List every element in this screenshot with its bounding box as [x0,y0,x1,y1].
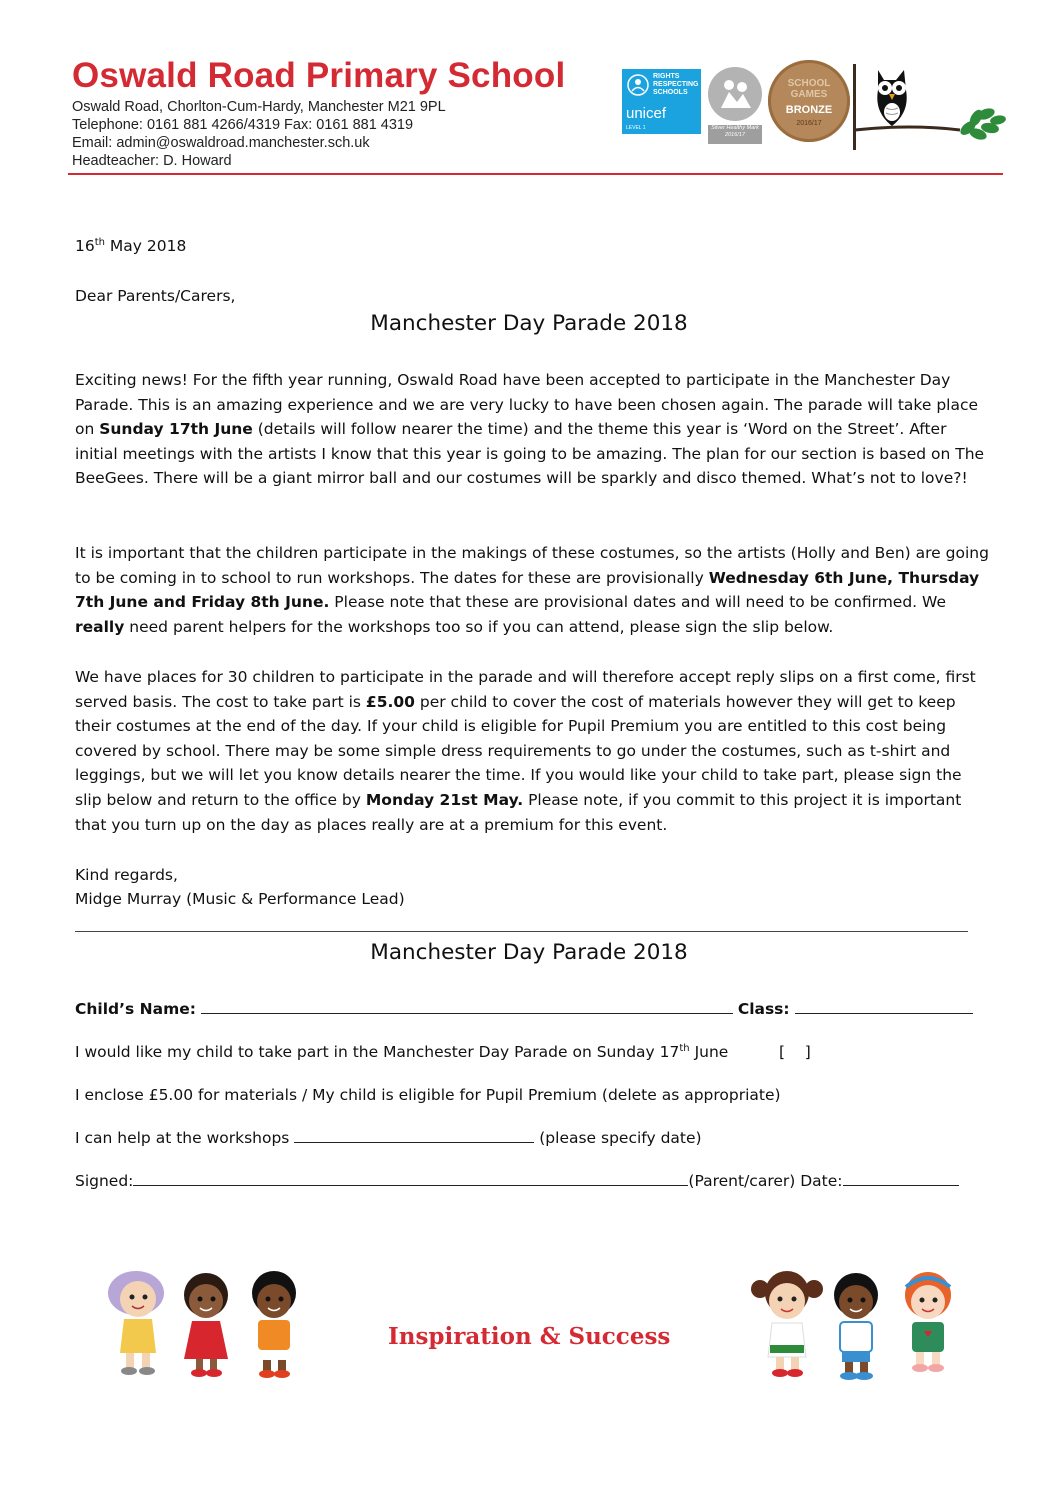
p3-text-c: Please note, if you commit to this project it is important that you turn up on the day as places really are at a premium for this event. [75,790,962,834]
child-1-icon [108,1271,164,1375]
help-date-field[interactable] [294,1127,534,1143]
unicef-logo-text: unicef [626,105,667,122]
take-part-end: June [689,1043,729,1061]
paragraph-1 [75,368,990,491]
child-2-icon [184,1273,228,1377]
parent-date-label: (Parent/carer) Date: [688,1172,843,1190]
school-motto: Inspiration & Success [388,1323,671,1350]
date-field[interactable] [843,1170,959,1186]
closing: Kind regards, [75,866,178,884]
healthy-schools-icon [707,66,763,124]
date-day: 16 [75,237,95,255]
take-part-checkbox[interactable]: [ ] [779,1043,811,1061]
class-field[interactable] [795,998,973,1014]
healthy-schools-badge [707,66,763,146]
take-part-text: I would like my child to take part in the Manchester Day Parade on Sunday 17 [75,1043,680,1061]
p3-deadline: Monday 21st May. [365,790,524,809]
letter-date [75,234,186,259]
class-label: Class: [737,1000,790,1018]
child-name-row [75,997,973,1022]
help-label: I can help at the workshops [75,1129,290,1147]
p2-emphasis: really [75,617,125,636]
p2-workshop-dates: Wednesday 6th June, Thursday 7th June and Friday 8th June. [75,568,980,612]
bronze-label: BRONZE [785,104,833,116]
p1-parade-date: Sunday 17th June [99,420,253,439]
signed-label: Signed: [75,1172,134,1190]
rights-line-2: RESPECTING [653,81,699,88]
header-rule [68,173,1003,175]
child-3-icon [252,1271,296,1378]
child-name-field[interactable] [201,998,733,1014]
school-headteacher: Headteacher: D. Howard [72,153,232,169]
p1-text-a: Exciting news! For the fifth year running, Oswald Road have been accepted to participate in the Manchester Day Parade. This is an amazing experience and we are very lucky to have been chosen again. The parade will take place on [75,371,979,439]
letter-title: Manchester Day Parade 2018 [370,311,688,336]
p2-text-b: Please note that these are provisional dates and will need to be confirmed. We [329,593,946,612]
p3-cost: £5.00 [365,692,415,711]
child-6-icon [905,1272,951,1372]
p2-text-c: need parent helpers for the workshops too so if you can attend, please sign the slip below. [124,617,834,636]
p2-text-a: It is important that the children participate in the makings of these costumes, so the artists (Holly and Ben) are going to be coming in to school to run workshops. The dates for these are provisionally [75,544,989,587]
owl-icon [877,70,906,126]
children-illustration-right [748,1265,966,1390]
rights-line-3: SCHOOLS [653,89,688,96]
silver-caption: Silver Healthy Mark 2016/17 [708,125,762,144]
school-games-bronze-badge [768,60,850,142]
tear-off-line [75,931,968,932]
leaves-icon [958,106,1006,142]
school-name: Oswald Road Primary School [72,56,566,95]
take-part-suffix: th [679,1042,690,1054]
take-part-row [75,1040,728,1065]
school-address: Oswald Road, Chorlton-Cum-Hardy, Manchester M21 9PL [72,99,446,115]
child-name-label: Child’s Name: [75,1000,196,1018]
bronze-year: 2016/17 [796,120,822,127]
enclose-payment-row: I enclose £5.00 for materials / My child is eligible for Pupil Premium (delete as appropriate) [75,1086,781,1104]
school-telephone: Telephone: 0161 881 4266/4319 Fax: 0161 881 4319 [72,117,414,133]
p1-text-b: (details will follow nearer the time) and the theme this year is ‘Word on the Street’. After initial meetings with the artists I know that this year is going to be amazing. The plan for our section is based on The BeeGees. There will be a giant mirror ball and our costumes will be sparkly and disco themed. What’s not to love?! [75,420,985,488]
rights-respecting-badge [622,69,701,134]
rights-emblem-icon [626,73,650,97]
children-illustration-left [98,1265,313,1385]
date-suffix: th [94,236,105,248]
paragraph-3 [75,665,990,837]
help-workshops-row [75,1126,702,1151]
school-email: Email: admin@oswaldroad.manchester.sch.uk [72,135,370,151]
school-games-line-1: SCHOOL [787,78,831,89]
date-rest: May 2018 [105,237,187,255]
rights-level: LEVEL 1 [626,125,646,131]
signature-row [75,1169,959,1194]
child-5-icon [834,1273,878,1380]
p3-text-a: We have places for 30 children to participate in the parade and will therefore accept reply slips on a first come, first served basis. The cost to take part is [75,668,976,711]
p3-text-b: per child to cover the cost of materials however they will get to keep their costumes at the end of the day. If your child is eligible for Pupil Premium you are entitled to this cost being covered by school. There may be some simple dress requirements to go under the costumes, such as t-shirt and leggings, but we will let you know details nearer the time. If you would like your child to take part, please sign the slip below and return to the office by [75,692,962,809]
rights-line-1: RIGHTS [653,73,680,80]
paragraph-2 [75,541,990,639]
salutation: Dear Parents/Carers, [75,287,236,305]
slip-title: Manchester Day Parade 2018 [370,940,688,965]
school-games-line-2: GAMES [790,89,828,100]
owl-on-branch-logo [850,62,1006,152]
help-suffix: (please specify date) [539,1129,702,1147]
child-4-icon [751,1271,823,1377]
signature: Midge Murray (Music & Performance Lead) [75,890,405,908]
signature-field[interactable] [133,1170,688,1186]
